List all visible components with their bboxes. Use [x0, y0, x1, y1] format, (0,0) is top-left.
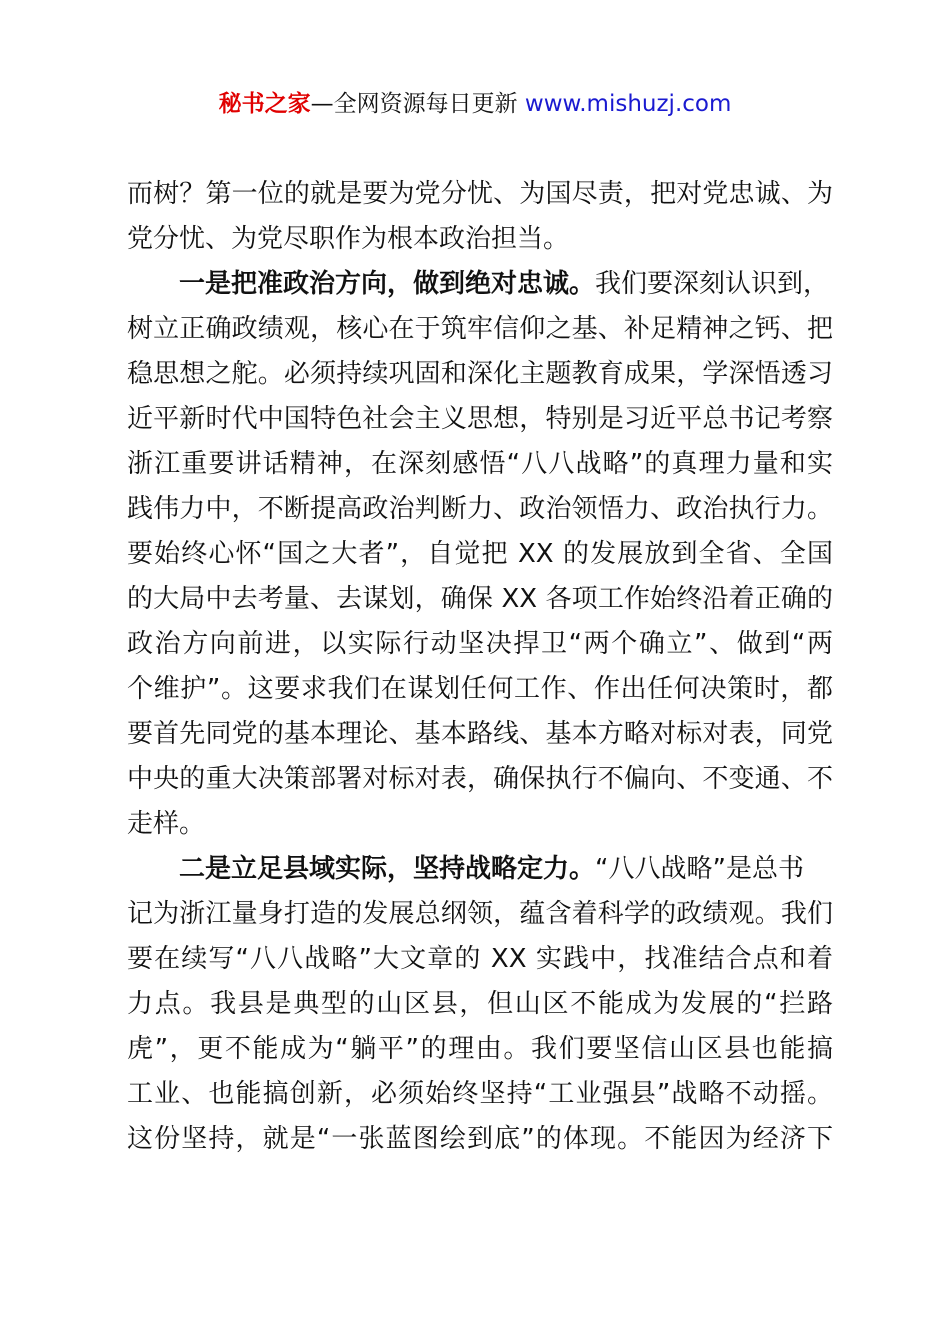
- text-line: 中央的重大决策部署对标对表，确保执行不偏向、不变通、不: [127, 764, 833, 794]
- text-line: 而树？第一位的就是要为党分忧、为国尽责，把对党忠诚、为: [127, 179, 833, 209]
- text-line: 个维护”。这要求我们在谋划任何工作、作出任何决策时，都: [127, 674, 833, 704]
- text-line: 要始终心怀“国之大者”，自觉把 XX 的发展放到全省、全国: [127, 539, 833, 569]
- section-heading: 一是把准政治方向，做到绝对忠诚。: [179, 269, 596, 299]
- text-line: 要首先同党的基本理论、基本路线、基本方略对标对表，同党: [127, 719, 833, 749]
- text-line: 树立正确政绩观，核心在于筑牢信仰之基、补足精神之钙、把: [127, 314, 833, 344]
- text-line: 践伟力中，不断提高政治判断力、政治领悟力、政治执行力。: [127, 494, 833, 524]
- section-heading: 二是立足县域实际，坚持战略定力。: [179, 854, 596, 884]
- text-line: 的大局中去考量、去谋划，确保 XX 各项工作始终沿着正确的: [127, 584, 833, 614]
- text-fragment: “八八战略”是总书: [595, 854, 804, 884]
- text-fragment: 我们要深刻认识到，: [595, 269, 830, 299]
- text-line: 稳思想之舵。必须持续巩固和深化主题教育成果，学深悟透习: [127, 359, 833, 389]
- site-url-link[interactable]: www.mishuzj.com: [524, 91, 732, 117]
- section-heading-line: [127, 847, 833, 892]
- text-line: 虎”，更不能成为“躺平”的理由。我们要坚信山区县也能搞: [127, 1034, 833, 1064]
- text-line: 工业、也能搞创新，必须始终坚持“工业强县”战略不动摇。: [127, 1079, 833, 1109]
- site-tagline: —全网资源每日更新: [310, 91, 525, 117]
- text-line: 这份坚持，就是“一张蓝图绘到底”的体现。不能因为经济下: [127, 1124, 833, 1154]
- document-body: [127, 172, 833, 1162]
- site-header: [0, 88, 950, 120]
- text-line: 浙江重要讲话精神，在深刻感悟“八八战略”的真理力量和实: [127, 449, 833, 479]
- text-line: 要在续写“八八战略”大文章的 XX 实践中，找准结合点和着: [127, 944, 833, 974]
- text-line: 记为浙江量身打造的发展总纲领，蕴含着科学的政绩观。我们: [127, 899, 833, 929]
- text-line: 党分忧、为党尽职作为根本政治担当。: [127, 224, 570, 254]
- text-line: 力点。我县是典型的山区县，但山区不能成为发展的“拦路: [127, 989, 833, 1019]
- text-line: 近平新时代中国特色社会主义思想，特别是习近平总书记考察: [127, 404, 833, 434]
- section-heading-line: [127, 262, 833, 307]
- text-line: 走样。: [127, 809, 206, 839]
- text-line: 政治方向前进，以实际行动坚决捍卫“两个确立”、做到“两: [127, 629, 833, 659]
- site-brand: 秘书之家: [218, 91, 311, 117]
